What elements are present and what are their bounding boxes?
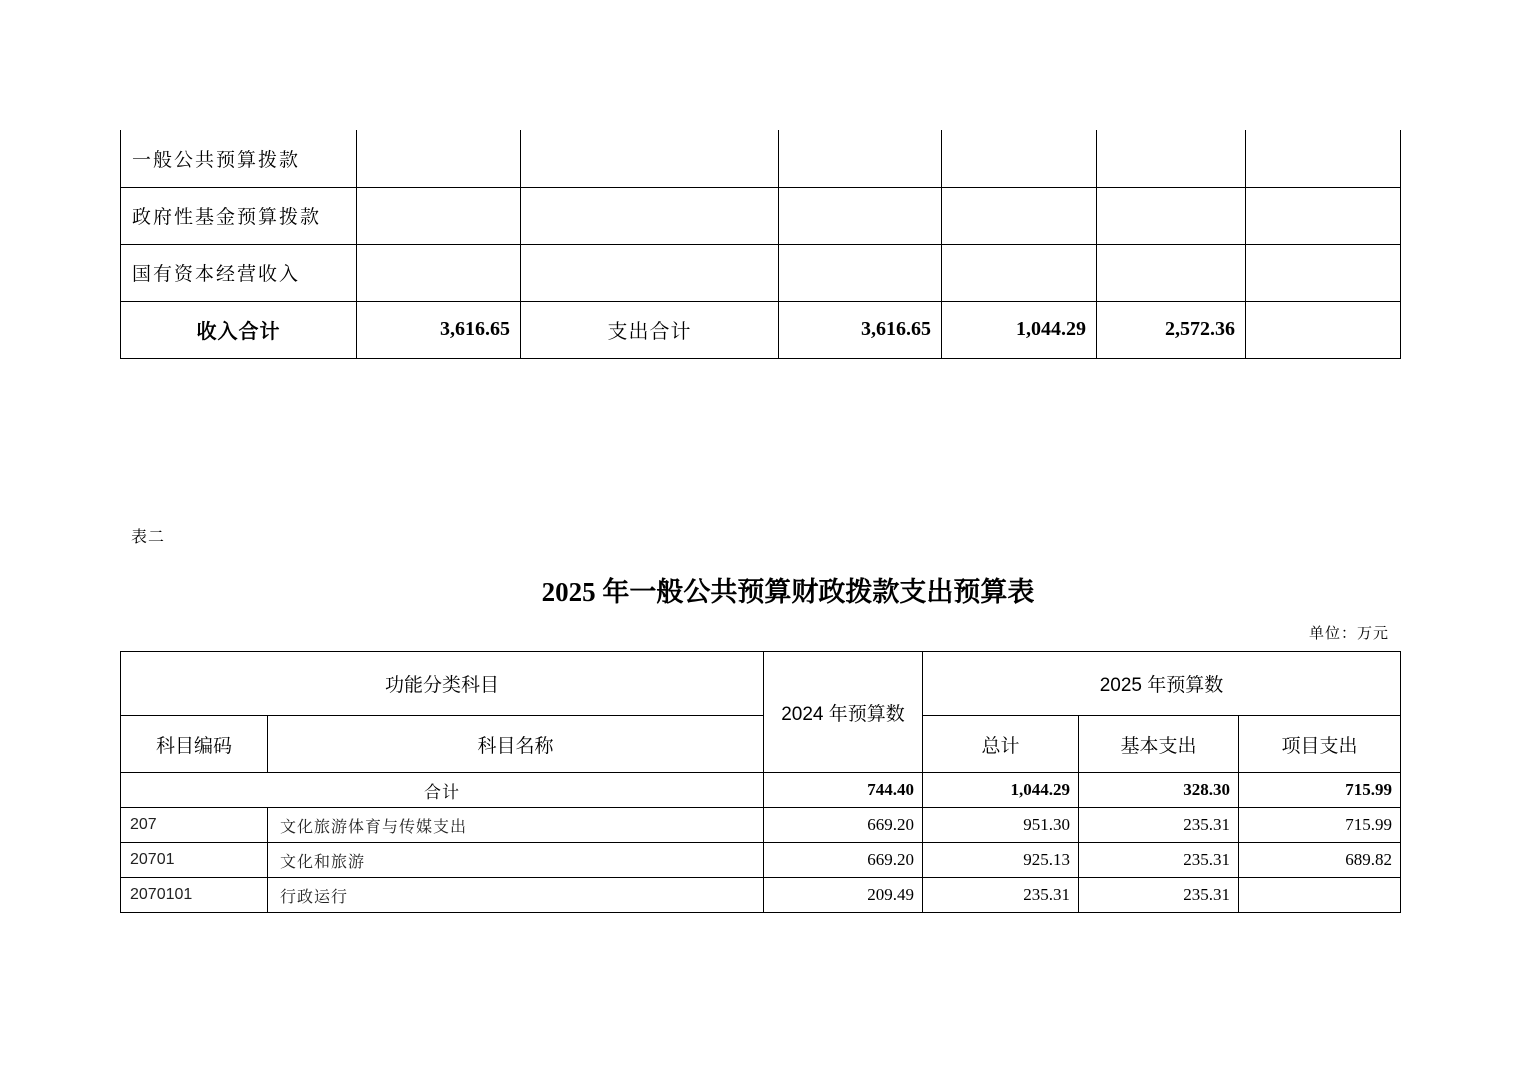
basic-value: 235.31: [1079, 878, 1239, 913]
row-label: 政府性基金预算拨款: [121, 187, 357, 244]
unit-label: 单位：万元: [1308, 624, 1389, 642]
header-basic: 基本支出: [1079, 716, 1239, 773]
header-this-year: 2025 年预算数: [923, 652, 1401, 716]
cell: [1097, 244, 1246, 301]
project-value: 715.99: [1239, 808, 1401, 843]
sum-prev: 744.40: [764, 773, 923, 808]
table-row: [121, 244, 1401, 301]
table-row: [121, 187, 1401, 244]
cell: [942, 130, 1097, 187]
header-row: [121, 716, 1401, 773]
row-label: 国有资本经营收入: [121, 244, 357, 301]
expense-total-label: 支出合计: [521, 301, 779, 358]
cell: [779, 130, 942, 187]
subject-name: 行政运行: [268, 878, 764, 913]
cell: [1246, 130, 1401, 187]
total-value: 951.30: [923, 808, 1079, 843]
header-row: [121, 652, 1401, 716]
income-total-label: 收入合计: [121, 301, 357, 358]
cell: [1097, 130, 1246, 187]
page-title: 2025 年一般公共预算财政拨款支出预算表: [541, 577, 1035, 607]
expense-total-value: 3,616.65: [779, 301, 942, 358]
header-project: 项目支出: [1239, 716, 1401, 773]
budget-expense-table: [120, 651, 1401, 913]
cell: [779, 187, 942, 244]
table-row: [121, 130, 1401, 187]
sum-basic: 328.30: [1079, 773, 1239, 808]
cell: [942, 244, 1097, 301]
cell: [357, 187, 521, 244]
sum-row: [121, 773, 1401, 808]
header-total: 总计: [923, 716, 1079, 773]
cell: [357, 130, 521, 187]
total-value: 235.31: [923, 878, 1079, 913]
total-row: [121, 301, 1401, 358]
table-row: [121, 843, 1401, 878]
basic-value: 235.31: [1079, 808, 1239, 843]
cell: [1246, 187, 1401, 244]
cell: [521, 244, 779, 301]
header-code: 科目编码: [121, 716, 268, 773]
basic-value: 235.31: [1079, 843, 1239, 878]
row-label: 一般公共预算拨款: [121, 130, 357, 187]
sum-project: 715.99: [1239, 773, 1401, 808]
expense-col5-value: 1,044.29: [942, 301, 1097, 358]
header-category: 功能分类科目: [121, 652, 764, 716]
prev-value: 209.49: [764, 878, 923, 913]
cell: [1097, 187, 1246, 244]
subject-code: 20701: [121, 843, 268, 878]
header-name: 科目名称: [268, 716, 764, 773]
sum-label: 合计: [121, 773, 764, 808]
project-value: [1239, 878, 1401, 913]
subject-code: 2070101: [121, 878, 268, 913]
subject-name: 文化和旅游: [268, 843, 764, 878]
table-number-label: 表二: [131, 527, 166, 546]
cell: [779, 244, 942, 301]
income-expense-summary-table: [120, 130, 1401, 359]
cell: [1246, 244, 1401, 301]
header-prev-year: 2024 年预算数: [764, 652, 923, 773]
project-value: 689.82: [1239, 843, 1401, 878]
table-row: [121, 878, 1401, 913]
prev-value: 669.20: [764, 808, 923, 843]
cell: [521, 130, 779, 187]
subject-code: 207: [121, 808, 268, 843]
sum-total: 1,044.29: [923, 773, 1079, 808]
table-row: [121, 808, 1401, 843]
subject-name: 文化旅游体育与传媒支出: [268, 808, 764, 843]
expense-col6-value: 2,572.36: [1097, 301, 1246, 358]
cell: [521, 187, 779, 244]
cell: [357, 244, 521, 301]
expense-col7-value: [1246, 301, 1401, 358]
prev-value: 669.20: [764, 843, 923, 878]
total-value: 925.13: [923, 843, 1079, 878]
income-total-value: 3,616.65: [357, 301, 521, 358]
cell: [942, 187, 1097, 244]
